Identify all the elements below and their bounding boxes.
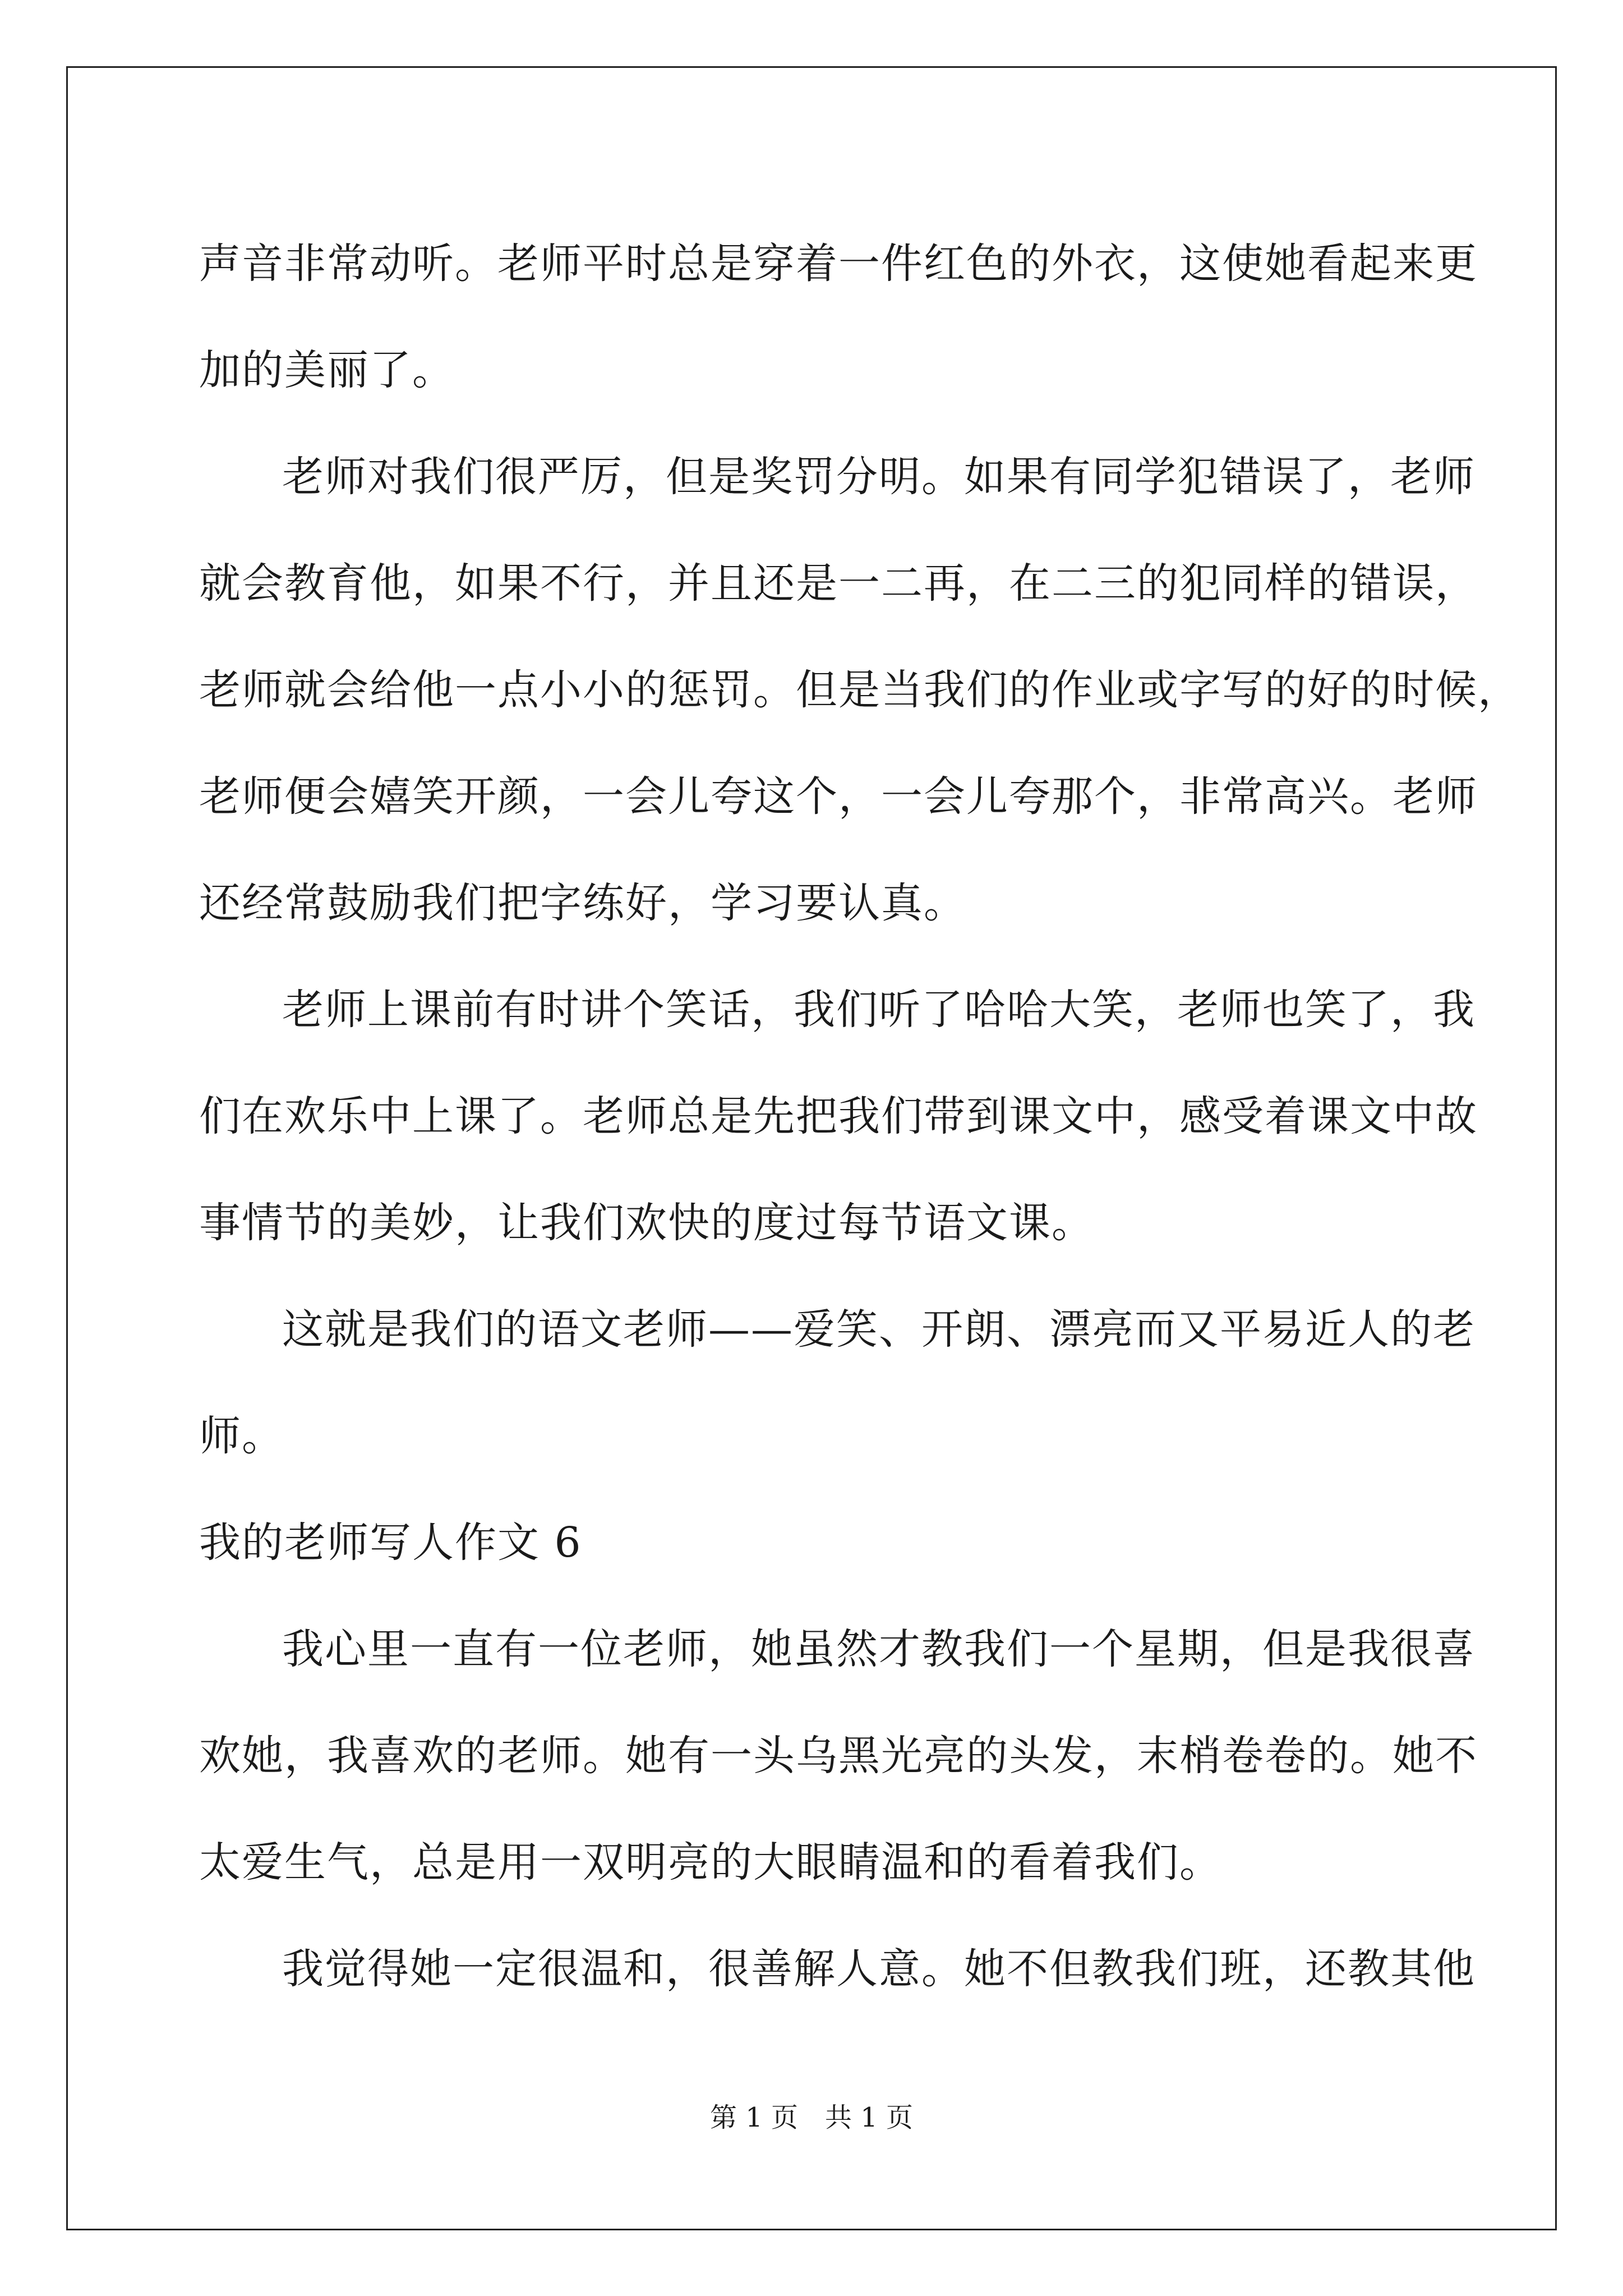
page-number: 第 1 页 <box>709 2102 798 2133</box>
text-line: 师。 <box>199 1412 284 1460</box>
text-line: 就会教育他，如果不行，并且还是一二再，在二三的犯同样的错误， <box>199 559 1478 608</box>
document-body <box>199 210 1520 2022</box>
text-line: 加的美丽了。 <box>199 346 455 394</box>
section-heading: 我的老师写人作文 6 <box>199 1519 582 1567</box>
paragraph-first-line: 这就是我们的语文老师——爱笑、开朗、漂亮而又平易近人的老 <box>282 1305 1476 1354</box>
page-footer <box>0 2101 1623 2134</box>
text-line: 老师就会给他一点小小的惩罚。但是当我们的作业或字写的好的时候， <box>199 666 1520 714</box>
paragraph-first-line: 老师上课前有时讲个笑话，我们听了哈哈大笑，老师也笑了，我 <box>282 986 1476 1034</box>
paragraph-first-line: 我觉得她一定很温和，很善解人意。她不但教我们班，还教其他 <box>282 1945 1476 1993</box>
text-line: 们在欢乐中上课了。老师总是先把我们带到课文中，感受着课文中故 <box>199 1092 1478 1140</box>
text-line: 欢她，我喜欢的老师。她有一头乌黑光亮的头发，末梢卷卷的。她不 <box>199 1732 1478 1780</box>
paragraph-first-line: 老师对我们很严厉，但是奖罚分明。如果有同学犯错误了，老师 <box>282 453 1476 501</box>
page-total: 共 1 页 <box>825 2102 914 2133</box>
text-line: 还经常鼓励我们把字练好，学习要认真。 <box>199 879 966 927</box>
text-line: 老师便会嬉笑开颜，一会儿夸这个，一会儿夸那个，非常高兴。老师 <box>199 772 1478 821</box>
text-line: 声音非常动听。老师平时总是穿着一件红色的外衣，这使她看起来更 <box>199 240 1478 288</box>
text-line: 事情节的美妙，让我们欢快的度过每节语文课。 <box>199 1199 1094 1247</box>
text-line: 太爱生气，总是用一双明亮的大眼睛温和的看着我们。 <box>199 1838 1222 1887</box>
paragraph-first-line: 我心里一直有一位老师，她虽然才教我们一个星期，但是我很喜 <box>282 1625 1476 1673</box>
